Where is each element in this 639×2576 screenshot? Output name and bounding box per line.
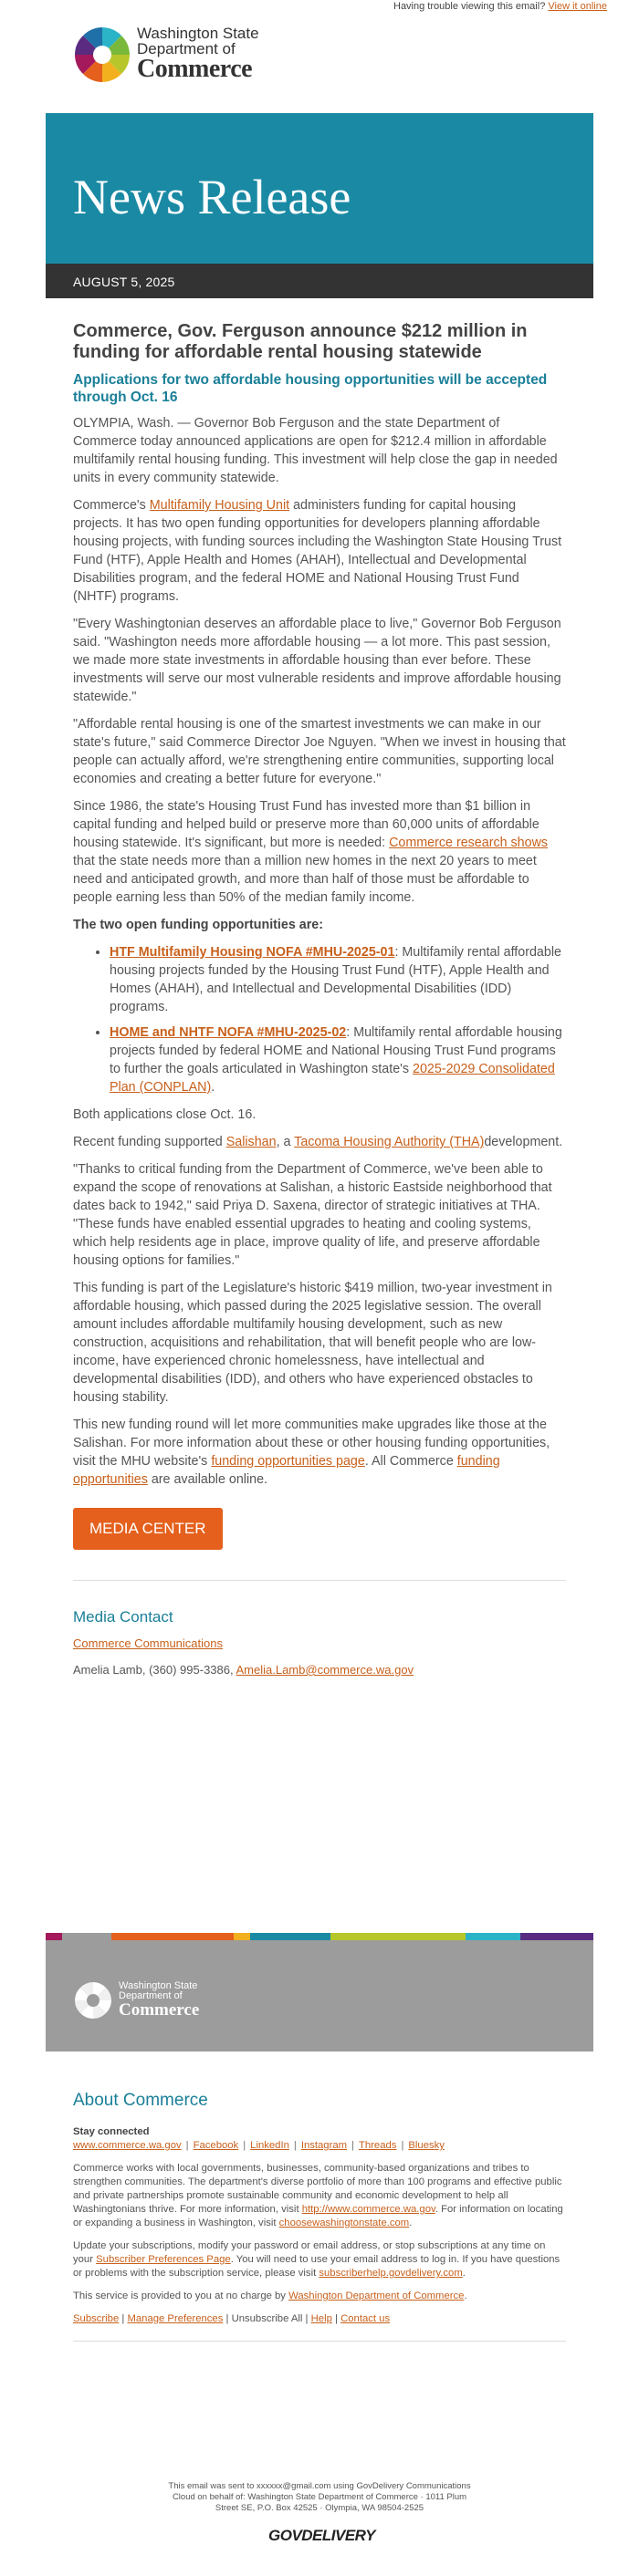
instagram-link[interactable]: Instagram xyxy=(300,2140,348,2151)
paragraph-1: OLYMPIA, Wash. — Governor Bob Ferguson and the state Department of Commerce today announced applications are open for $212.4 million in affordable multifamily rental housing funding. This investment will help close the gap in needed units in every community statewide. xyxy=(73,416,558,485)
about-paragraph-3 xyxy=(73,2290,566,2303)
text: . xyxy=(409,2218,413,2228)
paragraph-4: "Affordable rental housing is one of the smartest investments we can make in our state's future," said Commerce Director Joe Nguyen. "When we invest in housing that people can actually afford, we're strengthening entire communities, supporting local economies and creating a better future for everyone." xyxy=(73,717,566,786)
text: : Multifamily rental affordable housing projects funded by the Housing Trust Fund (HTF), Apple Health and Homes (AHAH), and Intellectual and Developmental Disabilities (IDD) programs. xyxy=(110,945,561,1014)
salishan-link[interactable]: Salishan xyxy=(225,1135,277,1149)
view-online-link[interactable]: View it online xyxy=(548,1,607,12)
facebook-link[interactable]: Facebook xyxy=(193,2140,239,2151)
htf-nofa-link[interactable]: HTF Multifamily Housing NOFA #MHU-2025-01 xyxy=(110,945,395,960)
govdelivery-logo[interactable] xyxy=(268,2527,375,2549)
opportunities-list xyxy=(73,943,566,1096)
about-paragraph-1 xyxy=(73,2162,566,2230)
commerce-research-link[interactable]: Commerce research shows xyxy=(389,836,549,850)
subscription-links: Subscribe | Manage Preferences | Unsubscribe All | Help | Contact us xyxy=(73,2313,391,2324)
text: Recent funding supported xyxy=(73,1135,226,1149)
text: . For information on locating or expanding a business in Washington, visit xyxy=(73,2204,563,2228)
opportunities-label: The two open funding opportunities are: xyxy=(73,918,324,932)
color-stripes xyxy=(46,1933,593,1940)
text: . xyxy=(464,2290,467,2301)
funding-opportunities-page-link[interactable]: funding opportunities page xyxy=(211,1454,365,1469)
pinwheel-icon xyxy=(73,26,131,84)
paragraph-8: "Thanks to critical funding from the Department of Commerce, we've been able to expand the scope of renovations at Salishan, a historic Eastside neighborhood that dates back to 1942," said Priya D. Saxena, director of strategic initiatives at THA. "These funds have enabled essential upgrades to heating and cooling systems, which help residents age in place, improve quality of life, and preserve affordable housing options for families." xyxy=(73,1162,552,1268)
footer-logo-line-2: Department of xyxy=(119,1990,183,2001)
paragraph-9: This funding is part of the Legislature's historic $419 million, two-year investment in affordable housing, which passed during the 2025 legislative session. The overall amount includes affordable multifamily housing development, such as new construction, acquisitions and rehabilitation, that will benefit people who are low-income, have experienced chronic homelessness, have intellectual and developmental disabilities (IDD), and others who have experienced obstacles to housing stability. xyxy=(73,1281,552,1405)
text: are available online. xyxy=(147,1472,268,1487)
subscriber-help-link[interactable]: subscriberhelp.govdelivery.com xyxy=(319,2268,463,2279)
media-contact-title: Media Contact xyxy=(73,1608,173,1626)
media-center-button[interactable]: MEDIA CENTER xyxy=(73,1508,223,1550)
about-paragraph-2 xyxy=(73,2239,566,2280)
govdelivery-wordmark: GOVDELIVERY xyxy=(268,2527,375,2544)
text: Amelia Lamb, (360) 995-3386, xyxy=(73,1663,236,1677)
text: development. xyxy=(484,1135,563,1149)
separator: | xyxy=(401,2140,404,2151)
footer-wordmark xyxy=(119,1981,199,2019)
top-bar xyxy=(393,0,607,13)
threads-link[interactable]: Threads xyxy=(358,2140,397,2151)
wa-commerce-link[interactable]: Washington Department of Commerce xyxy=(288,2290,465,2301)
choose-washington-link[interactable]: choosewashingtonstate.com xyxy=(278,2218,410,2228)
logo-line-3: Commerce xyxy=(137,55,253,83)
text: Since 1986, the state's Housing Trust Fund has invested more than $1 billion in capital funding and helped build or preserve more than 60,000 units of affordable housing statewide. It's significant, but more is needed: xyxy=(73,799,539,850)
article-headline: Commerce, Gov. Ferguson announce $212 million in funding for affordable rental housing statewide xyxy=(73,321,528,362)
divider xyxy=(73,1580,566,1581)
release-date: AUGUST 5, 2025 xyxy=(73,275,175,289)
stay-connected-label: Stay connected xyxy=(73,2126,150,2137)
text: that the state needs more than a million new homes in the next 20 years to meet need and anticipated growth, and more than half of those must be affordable to people earning less than 50% of the median family income. xyxy=(73,854,537,905)
article-subhead: Applications for two affordable housing opportunities will be accepted through Oct. 16 xyxy=(73,372,548,405)
text: . All Commerce xyxy=(364,1454,457,1469)
logo-line-1: Washington State xyxy=(137,25,259,42)
footer-logo-line-3: Commerce xyxy=(119,2000,200,2020)
paragraph-2 xyxy=(73,496,566,606)
footer-banner xyxy=(46,1940,593,2051)
logo-wordmark xyxy=(137,26,259,82)
paragraph-5 xyxy=(73,797,566,907)
bluesky-link[interactable]: Bluesky xyxy=(408,2140,445,2151)
subscribe-link[interactable]: Subscribe xyxy=(73,2313,120,2324)
text: . xyxy=(462,2268,466,2279)
separator: | xyxy=(185,2140,189,2151)
paragraph-6: Both applications close Oct. 16. xyxy=(73,1107,257,1122)
help-link[interactable]: Help xyxy=(310,2313,332,2324)
media-contact-person xyxy=(73,1661,566,1679)
separator: | xyxy=(243,2140,246,2151)
home-nhtf-nofa-link[interactable]: HOME and NHTF NOFA #MHU-2025-02 xyxy=(110,1025,347,1040)
logo-line-2: Department of xyxy=(137,40,236,57)
text: , a xyxy=(276,1135,295,1149)
tacoma-housing-authority-link[interactable]: Tacoma Housing Authority (THA) xyxy=(294,1135,485,1149)
text: . xyxy=(211,1080,215,1095)
text: : Multifamily rental affordable housing projects funded by federal HOME and National Housing Trust Fund programs to further the goals articulated in Washington state's xyxy=(110,1025,562,1076)
text: administers funding for capital housing projects. It has two open funding opportunities for developers planning affordable housing projects, with funding sources including the Washington State Housing Trust Fund (HTF), Apple Health and Homes (AHAH), Intellectual and Developmental Disabilities program, and the federal HOME and National Housing Trust Fund (NHTF) programs. xyxy=(73,498,562,604)
separator: | xyxy=(351,2140,354,2151)
trouble-text: Having trouble viewing this email? xyxy=(393,1,546,12)
media-contact-org xyxy=(73,1635,566,1653)
text: Commerce's xyxy=(73,498,150,513)
social-links xyxy=(73,2139,566,2153)
footer-logo-line-1: Washington State xyxy=(119,1980,198,1991)
hero-banner xyxy=(46,113,593,264)
about-section xyxy=(73,2093,566,2342)
commerce-communications-link[interactable]: Commerce Communications xyxy=(73,1636,223,1650)
article-body xyxy=(73,321,566,1688)
text: Update your subscriptions, modify your password or email address, or stop subscriptions at any time on your xyxy=(73,2240,546,2265)
text: . You will need to use your email address to log in. If you have questions or problems with the subscription service, please visit xyxy=(73,2254,560,2279)
legal-text: This email was sent to xxxxxx@gmail.com using GovDelivery Communications Cloud on behalf of: Washington State Department of Commerce · 1011 Plum Street SE, P.O. Box 42525 · Olympia, WA 98504-2525 xyxy=(168,2481,471,2513)
contact-us-link[interactable]: Contact us xyxy=(340,2313,391,2324)
commerce-website-link[interactable]: http://www.commerce.wa.gov xyxy=(301,2204,435,2215)
manage-preferences-link[interactable]: Manage Preferences xyxy=(127,2313,224,2324)
contact-email-link[interactable]: Amelia.Lamb@commerce.wa.gov xyxy=(236,1663,414,1677)
paragraph-10 xyxy=(73,1416,566,1489)
pinwheel-icon xyxy=(73,1980,113,2020)
funding-opportunities-link[interactable]: funding opportunities xyxy=(73,1454,500,1487)
list-item xyxy=(110,1023,566,1096)
subscriber-preferences-link[interactable]: Subscriber Preferences Page xyxy=(96,2254,231,2265)
divider xyxy=(73,2341,566,2342)
hero-title: News Release xyxy=(73,170,351,224)
conplan-link[interactable]: 2025-2029 Consolidated Plan (CONPLAN) xyxy=(110,1062,555,1095)
paragraph-3: "Every Washingtonian deserves an affordable place to live," Governor Bob Ferguson said. "Washington needs more affordable housing — a lot more. This past session, we made more state investments in affordable housing than ever before. These investments will serve our most vulnerable residents and improve affordable housing statewide." xyxy=(73,617,561,704)
website-link[interactable]: www.commerce.wa.gov xyxy=(73,2140,182,2151)
separator: | xyxy=(293,2140,297,2151)
commerce-logo[interactable] xyxy=(73,22,292,86)
multifamily-housing-unit-link[interactable]: Multifamily Housing Unit xyxy=(149,498,290,513)
about-title: About Commerce xyxy=(73,2091,208,2110)
text: This new funding round will let more communities make upgrades like those at the Salishan. For more information about these or other housing funding opportunities, visit the MHU website's xyxy=(73,1418,550,1469)
date-bar xyxy=(46,264,593,298)
linkedin-link[interactable]: LinkedIn xyxy=(250,2140,289,2151)
text: This service is provided to you at no charge by xyxy=(73,2290,289,2301)
paragraph-7 xyxy=(73,1133,566,1151)
unsubscribe-all-link[interactable]: Unsubscribe All xyxy=(231,2313,303,2324)
footer-logo[interactable] xyxy=(73,1979,256,2024)
list-item xyxy=(110,943,566,1016)
text: Commerce works with local governments, businesses, community-based organizations and tribes to strengthen communities. The department's diverse portfolio of more than 100 programs and effective public and private partnerships promote sustainable community and economic development to help all Washingtonians thrive. For more information, visit xyxy=(73,2163,562,2215)
